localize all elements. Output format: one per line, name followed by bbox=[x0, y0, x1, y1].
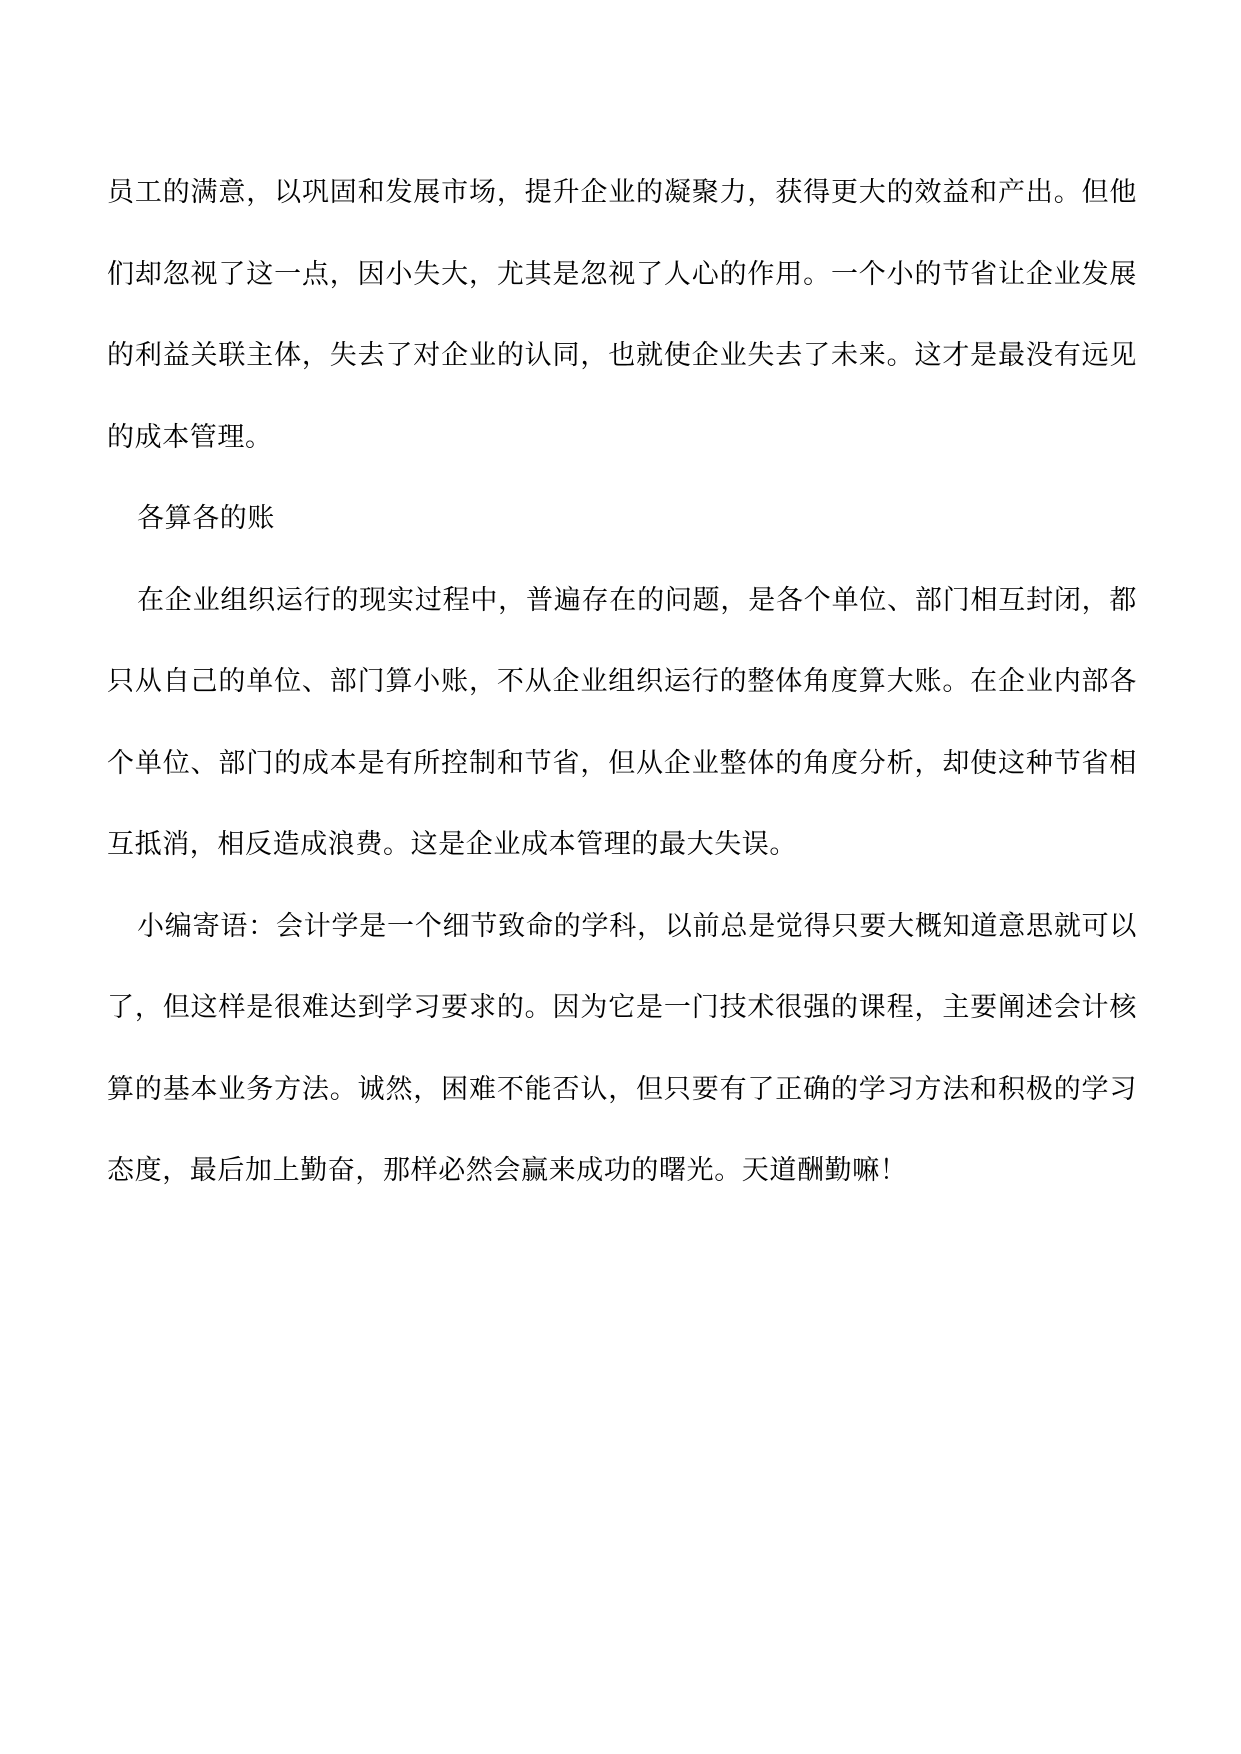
paragraph-continued: 员工的满意，以巩固和发展市场，提升企业的凝聚力，获得更大的效益和产出。但他们却忽视了这一点，因小失大，尤其是忽视了人心的作用。一个小的节省让企业发展的利益关联主体，失去了对企业的认同，也就使企业失去了未来。这才是最没有远见的成本管理。 bbox=[107, 177, 1137, 453]
editor-note-paragraph: 小编寄语：会计学是一个细节致命的学科，以前总是觉得只要大概知道意思就可以了，但这样是很难达到学习要求的。因为它是一门技术很强的课程，主要阐述会计核算的基本业务方法。诚然，困难不能否认，但只要有了正确的学习方法和积极的学习态度，最后加上勤奋，那样必然会赢来成功的曙光。天道酬勤嘛！ bbox=[107, 910, 1137, 1186]
paragraph: 在企业组织运行的现实过程中，普遍存在的问题，是各个单位、部门相互封闭，都只从自己的单位、部门算小账，不从企业组织运行的整体角度算大账。在企业内部各个单位、部门的成本是有所控制和节省，但从企业整体的角度分析，却使这种节省相互抵消，相反造成浪费。这是企业成本管理的最大失误。 bbox=[107, 584, 1137, 860]
section-heading: 各算各的账 bbox=[137, 503, 275, 534]
document-body bbox=[107, 152, 1137, 1212]
